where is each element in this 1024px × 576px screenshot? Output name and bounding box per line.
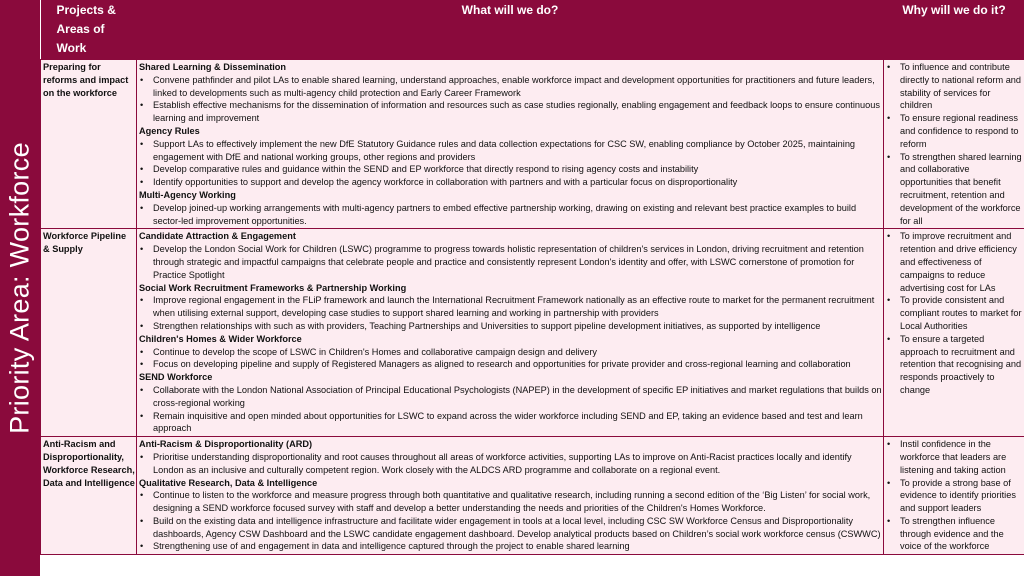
list-item: • To provide consistent and compliant routes to market for Local Authorities (886, 294, 1023, 332)
bullet-list (139, 202, 882, 228)
bullet-list (139, 138, 882, 189)
bullet-list (139, 451, 882, 477)
list-item: • Prioritise understanding disproportionality and root causes throughout all areas of workforce activities, supporting LAs to improve on Anti-Racist practices locally and identify London as an inclusive and culturally competent region. Work closely with the ALDCS ARD programme and collaborate on a regional event. (139, 451, 882, 477)
list-item: • To strengthen influence through evidence and the voice of the workforce (886, 515, 1023, 553)
area-cell: Preparing for reforms and impact on the workforce (41, 60, 137, 229)
header-why: Why will we do it? (884, 0, 1024, 60)
list-item: • Establish effective mechanisms for the dissemination of information and resources such as case studies regionally, enabling engagement and feedback loops to ensure continuous learning and improvement (139, 99, 882, 125)
header-projects: Projects & Areas of Work (41, 0, 137, 60)
bullet-list (139, 489, 882, 553)
list-item: • Identify opportunities to support and develop the agency workforce in collaboration with partners and with a particular focus on disproportionality (139, 176, 882, 189)
table-row (41, 60, 1024, 229)
section-title: Agency Rules (139, 125, 200, 136)
list-item: • Strengthening use of and engagement in data and intelligence captured through the project to enable shared learning (139, 540, 882, 553)
list-item: • Remain inquisitive and open minded about opportunities for LSWC to expand across the wider workforce including SEND and EP, taking an evidence based and test and learn approach (139, 410, 882, 436)
what-cell (137, 60, 884, 229)
list-item: • Strengthen relationships with such as with providers, Teaching Partnerships and Universities to support pipeline development initiatives, as supported by intelligence (139, 320, 882, 333)
list-item: • Focus on developing pipeline and supply of Registered Managers as aligned to research and opportunities for private provider and cross-regional learning and collaboration (139, 358, 882, 371)
why-cell (884, 60, 1024, 229)
table-row (41, 437, 1024, 555)
section-title: Candidate Attraction & Engagement (139, 231, 296, 242)
list-item: • To ensure regional readiness and confidence to respond to reform (886, 112, 1023, 150)
list-item: • To improve recruitment and retention and drive efficiency and effectiveness of campaigns to reduce advertising cost for LAs (886, 230, 1023, 294)
list-item: • Develop comparative rules and guidance within the SEND and EP workforce that directly respond to rising agency costs and instability (139, 163, 882, 176)
why-cell (884, 437, 1024, 555)
bullet-list (139, 346, 882, 372)
bullet-list (886, 438, 1023, 553)
bullet-list (139, 74, 882, 125)
header-what: What will we do? (137, 0, 884, 60)
area-cell: Workforce Pipeline & Supply (41, 229, 137, 437)
list-item: • To influence and contribute directly to national reform and stability of services for children (886, 61, 1023, 112)
section-title: Shared Learning & Dissemination (139, 62, 287, 72)
priority-sidebar (0, 0, 40, 576)
bullet-list (139, 243, 882, 281)
workforce-plan-table (40, 0, 1024, 555)
list-item: • Support LAs to effectively implement the new DfE Statutory Guidance rules and data collection expectations for CSC SW, enabling compliance by October 2025, maintaining engagement with DfE and national working groups, other regions and providers (139, 138, 882, 164)
what-cell (137, 437, 884, 555)
section-title: Anti-Racism & Disproportionality (ARD) (139, 439, 313, 450)
list-item: • Continue to develop the scope of LSWC in Children's Homes and collaborative campaign design and delivery (139, 346, 882, 359)
list-item: • To strengthen shared learning and collaborative opportunities that benefit recruitment, retention and development of the workforce for all (886, 151, 1023, 228)
list-item: • Collaborate with the London National Association of Principal Educational Psychologists (NAPEP) in the development of specific EP initiatives and market regulations that builds on cross-regional working (139, 384, 882, 410)
list-item: • To ensure a targeted approach to recruitment and retention that recognising and responds proactively to change (886, 333, 1023, 397)
table-row (41, 229, 1024, 437)
bullet-list (886, 61, 1023, 227)
list-item: • Improve regional engagement in the FLiP framework and launch the International Recruitment Framework nationally as an effective route to market for the permanent recruitment when utilising external support, developing case studies to support shared learning and working in partnership with providers (139, 294, 882, 320)
what-cell (137, 229, 884, 437)
list-item: • Develop joined-up working arrangements with multi-agency partners to embed effective partnership working, drawing on existing and relevant best practice examples to build sector-led improvement opportunities. (139, 202, 882, 228)
list-item: • Build on the existing data and intelligence infrastructure and facilitate wider engagement in tools at a local level, including CSC SW Workforce Census and Disproportionality dashboards, Agency CSW Dashboard and the LSWC candidate engagement dashboard. Develop analytical products based on Children’s social work workforce census (CSWWC) (139, 515, 882, 541)
section-title: SEND Workforce (139, 372, 213, 383)
priority-area-label: Priority Area: Workforce (4, 142, 35, 434)
list-item: • Convene pathfinder and pilot LAs to enable shared learning, understand approaches, enable workforce impact and development opportunities for practitioners and future leaders, linked to developments such as multi-agency child protection and Early Career Framework (139, 74, 882, 100)
section-title: Social Work Recruitment Frameworks & Partnership Working (139, 282, 407, 293)
section-title: Multi-Agency Working (139, 189, 236, 200)
bullet-list (139, 384, 882, 435)
why-cell (884, 229, 1024, 437)
list-item: • Develop the London Social Work for Children (LSWC) programme to progress towards holistic representation of children's services in London, driving recruitment and retention through strategic and impactful campaigns that celebrate people and practice and consistently represent London's identity and offer, with LSWC cornerstone of promotion for Practice Spotlight (139, 243, 882, 281)
section-title: Qualitative Research, Data & Intelligence (139, 477, 318, 488)
header-row (41, 0, 1024, 60)
list-item: • To provide a strong base of evidence to identify priorities and support leaders (886, 477, 1023, 515)
bullet-list (139, 294, 882, 332)
area-cell: Anti-Racism and Disproportionality, Workforce Research, Data and Intelligence (41, 437, 137, 555)
list-item: • Instil confidence in the workforce that leaders are listening and taking action (886, 438, 1023, 476)
bullet-list (886, 230, 1023, 396)
list-item: • Continue to listen to the workforce and measure progress through both quantitative and qualitative research, including running a second edition of the ‘Big Listen’ for social work, designing a SEND workforce focused survey with staff and develop a better understanding the needs and priorities of the Children's Homes Workforce. (139, 489, 882, 515)
section-title: Children's Homes & Wider Workforce (139, 333, 302, 344)
